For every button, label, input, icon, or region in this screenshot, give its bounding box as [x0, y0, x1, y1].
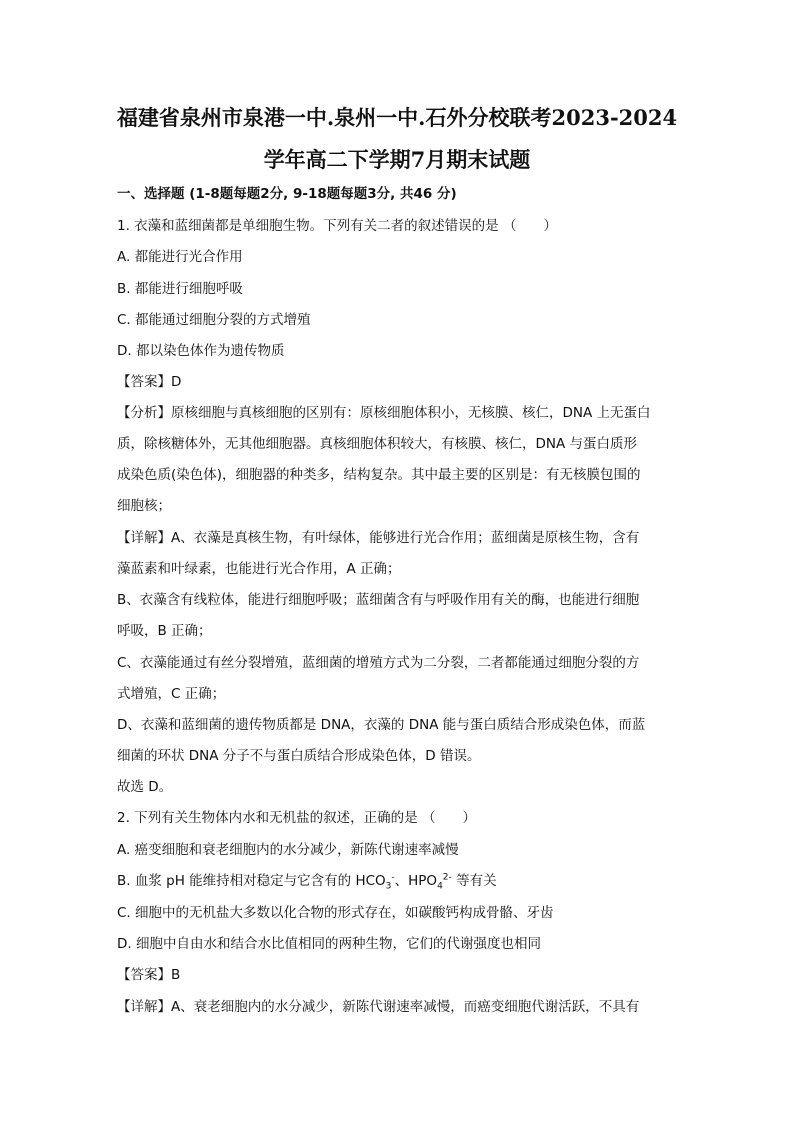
- section-heading: 一、选择题 (1-8题每题2分, 9-18题每题3分, 共46 分): [117, 186, 457, 202]
- question-1-option-c: C. 都能通过细胞分裂的方式增殖: [117, 312, 311, 328]
- document-title-line-2: 学年高二下学期7月期末试题: [263, 147, 531, 172]
- subscript: 4: [437, 881, 443, 892]
- question-1-analysis-line: 【分析】原核细胞与真核细胞的区别有：原核细胞体积小，无核膜、核仁，DNA 上无蛋白: [117, 405, 651, 421]
- document-title-line-1: 福建省泉州市泉港一中.泉州一中.石外分校联考2023-2024: [116, 105, 678, 130]
- question-1-detail-line: 呼吸，B 正确；: [117, 623, 212, 639]
- question-2-option-a: A. 癌变细胞和衰老细胞内的水分减少，新陈代谢速率减慢: [117, 842, 459, 858]
- question-2-answer: 【答案】B: [117, 967, 181, 983]
- question-1-option-a: A. 都能进行光合作用: [117, 249, 243, 265]
- question-1-detail-line: C、衣藻能通过有丝分裂增殖，蓝细菌的增殖方式为二分裂，二者都能通过细胞分裂的方: [117, 655, 640, 671]
- question-1-detail-line: 【详解】A、衣藻是真核生物，有叶绿体，能够进行光合作用；蓝细菌是原核生物，含有: [117, 530, 640, 546]
- option-b-text: B. 血浆 pH 能维持相对稳定与它含有的 HCO: [117, 873, 386, 889]
- question-1-analysis-line: 细胞核；: [117, 498, 171, 514]
- question-1-conclusion: 故选 D。: [117, 779, 173, 795]
- superscript: 2-: [442, 872, 452, 883]
- question-1-detail-line: 细菌的环状 DNA 分子不与蛋白质结合形成染色体，D 错误。: [117, 748, 481, 764]
- question-1-detail-line: 式增殖，C 正确；: [117, 686, 226, 702]
- question-1-detail-line: D、衣藻和蓝细菌的遗传物质都是 DNA，衣藻的 DNA 能与蛋白质结合形成染色体，而蓝: [117, 717, 646, 733]
- question-1-detail-line: 藻蓝素和叶绿素，也能进行光合作用，A 正确；: [117, 561, 401, 577]
- option-b-text: 、HPO: [394, 873, 438, 889]
- question-1-option-d: D. 都以染色体作为遗传物质: [117, 343, 285, 359]
- question-1-answer: 【答案】D: [117, 374, 182, 390]
- superscript: -: [391, 872, 395, 883]
- option-b-text: 等有关: [451, 873, 497, 889]
- question-2-option-b: [117, 872, 497, 890]
- question-2-detail-line: 【详解】A、衰老细胞内的水分减少，新陈代谢速率减慢，而癌变细胞代谢活跃，不具有: [117, 999, 640, 1015]
- question-2-option-d: D. 细胞中自由水和结合水比值相同的两种生物，它们的代谢强度也相同: [117, 936, 541, 952]
- question-1-option-b: B. 都能进行细胞呼吸: [117, 281, 243, 297]
- question-2-option-c: C. 细胞中的无机盐大多数以化合物的形式存在，如碳酸钙构成骨骼、牙齿: [117, 905, 554, 921]
- subscript: 3: [385, 881, 392, 892]
- question-1-stem: 1. 衣藻和蓝细菌都是单细胞生物。下列有关二者的叙述错误的是 （ ）: [117, 218, 557, 234]
- question-1-detail-line: B、衣藻含有线粒体，能进行细胞呼吸；蓝细菌含有与呼吸作用有关的酶，也能进行细胞: [117, 592, 640, 608]
- question-1-analysis-line: 质，除核糖体外，无其他细胞器。真核细胞体积较大，有核膜、核仁，DNA 与蛋白质形: [117, 436, 638, 452]
- question-2-stem: 2. 下列有关生物体内水和无机盐的叙述，正确的是 （ ）: [117, 810, 476, 826]
- question-1-analysis-line: 成染色质(染色体)，细胞器的种类多，结构复杂。其中最主要的区别是：有无核膜包围的: [117, 467, 641, 483]
